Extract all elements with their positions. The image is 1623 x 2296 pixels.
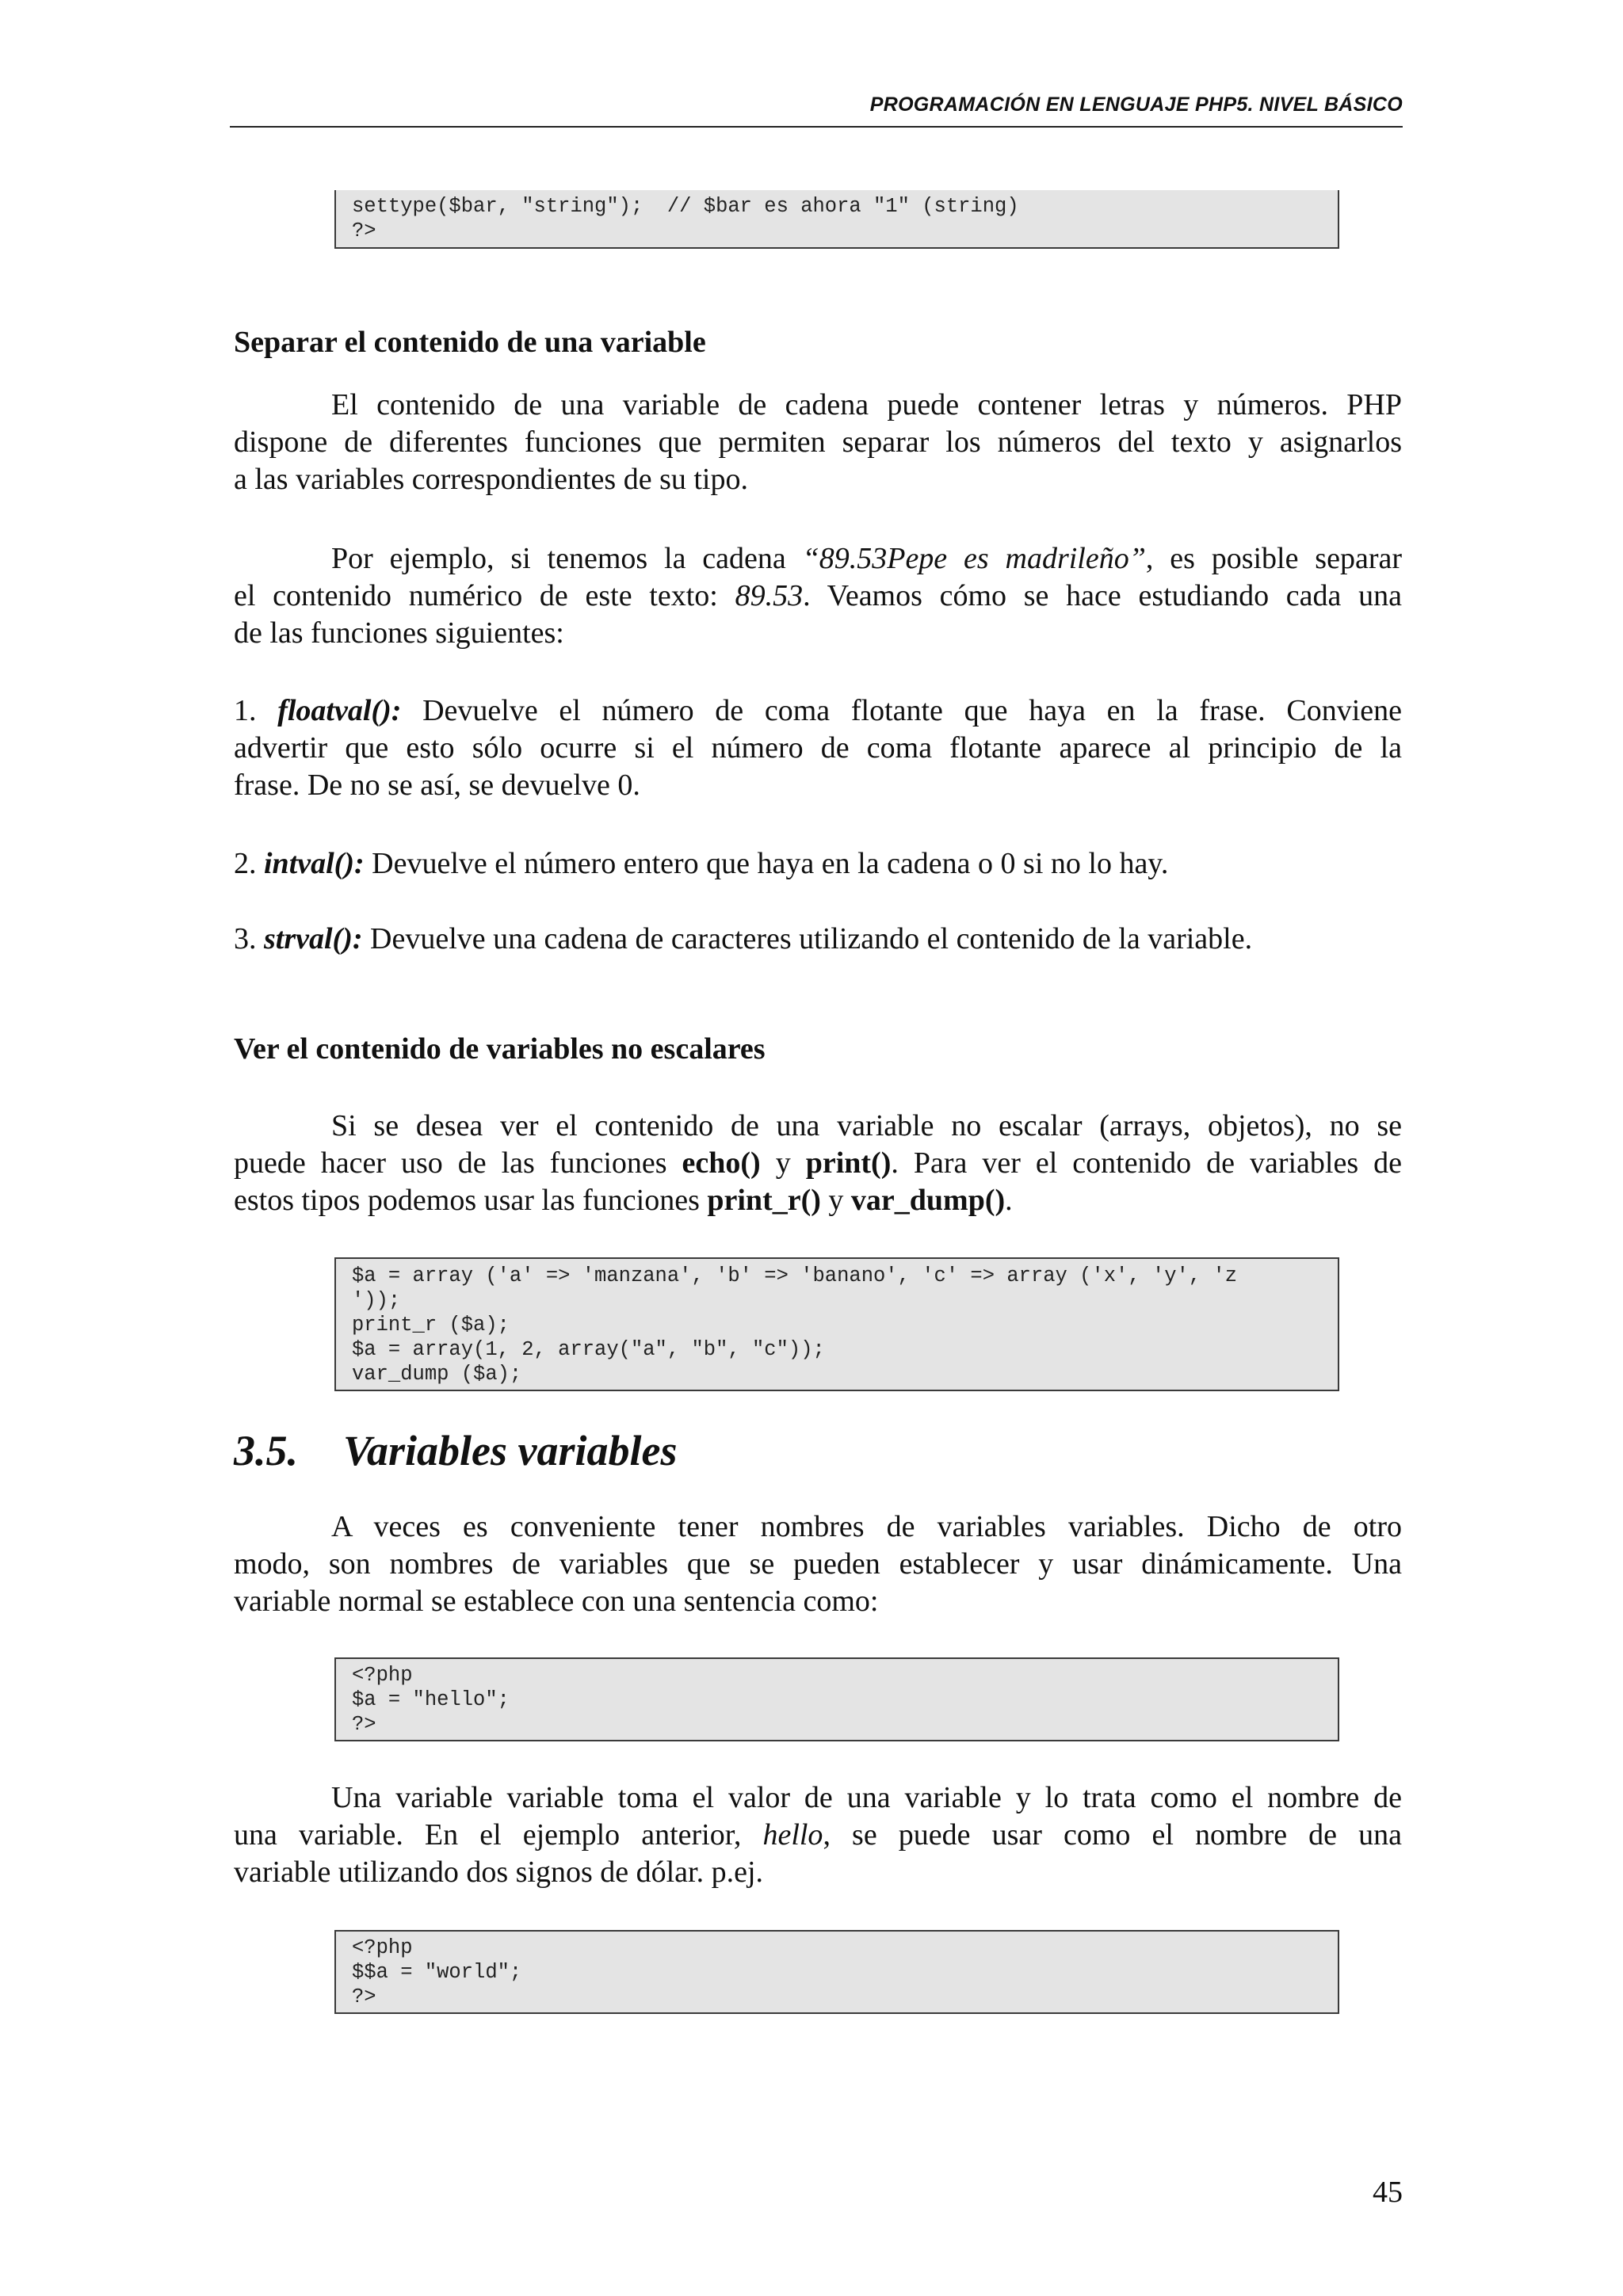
header-rule [230,126,1403,128]
running-header: PROGRAMACIÓN EN LENGUAJE PHP5. NIVEL BÁSICO [869,93,1403,116]
heading-separar: Separar el contenido de una variable [234,326,706,359]
list-item-floatval: 1. floatval(): Devuelve el número de coma flotante que haya en la frase. Conviene advertir que esto sólo ocurre si el número de coma flotante aparece al principio de la frase. De no se así, se devuelve 0. [234,694,1403,802]
paragraph-no-escalares: Si se desea ver el contenido de una variable no escalar (arrays, objetos), no se puede hacer uso de las funciones echo() y print(). Para ver el contenido de variables de estos tipos podemos usar las funciones print_r() y var_dump(). [234,1109,1402,1217]
list-item-intval: 2. intval(): Devuelve el número entero que haya en la cadena o 0 si no lo hay. [234,847,1169,880]
code-line: <?php [352,1936,413,1959]
code-block-hello [334,1657,1339,1741]
code-line: ?> [352,1985,376,2008]
code-line: $$a = "world"; [352,1961,522,1984]
code-line: $a = array ('a' => 'manzana', 'b' => 'banano', 'c' => array ('x', 'y', 'z [352,1264,1238,1287]
paragraph-variables-variables: A veces es conveniente tener nombres de variables variables. Dicho de otro modo, son nombres de variables que se pueden establecer y usar dinámicamente. Una variable normal se establece con una sentencia como: [234,1510,1402,1618]
paragraph-separar: El contenido de una variable de cadena puede contener letras y números. PHP dispone de diferentes funciones que permiten separar los números del texto y asignarlos a las variables correspondientes de su tipo. [234,388,1402,496]
code-block-settype [334,190,1339,249]
code-line: $a = "hello"; [352,1688,510,1711]
section-heading-3-5: 3.5. Variables variables [234,1427,678,1474]
paragraph-variable-variable: Una variable variable toma el valor de una variable y lo trata como el nombre de una variable. En el ejemplo anterior, hello, se puede usar como el nombre de una variable utilizando dos signos de dólar. p.ej. [234,1781,1402,1889]
code-line: ')); [352,1289,401,1312]
page-number: 45 [1373,2176,1403,2209]
list-item-strval: 3. strval(): Devuelve una cadena de caracteres utilizando el contenido de la variable. [234,922,1253,955]
code-line: print_r ($a); [352,1314,510,1337]
code-line: <?php [352,1664,413,1687]
code-line: ?> [352,219,376,242]
heading-no-escalares: Ver el contenido de variables no escalares [234,1032,766,1066]
code-line: ?> [352,1713,376,1736]
code-line: var_dump ($a); [352,1363,522,1386]
paragraph-ejemplo: Por ejemplo, si tenemos la cadena “89.53Pepe es madrileño”, es posible separar el contenido numérico de este texto: 89.53. Veamos cómo se hace estudiando cada una de las funciones siguientes: [234,542,1402,650]
code-line: settype($bar, "string"); // $bar es ahora "1" (string) [352,195,1019,218]
code-block-world [334,1930,1339,2014]
code-block-arrays [334,1257,1339,1391]
code-line: $a = array(1, 2, array("a", "b", "c")); [352,1338,825,1361]
